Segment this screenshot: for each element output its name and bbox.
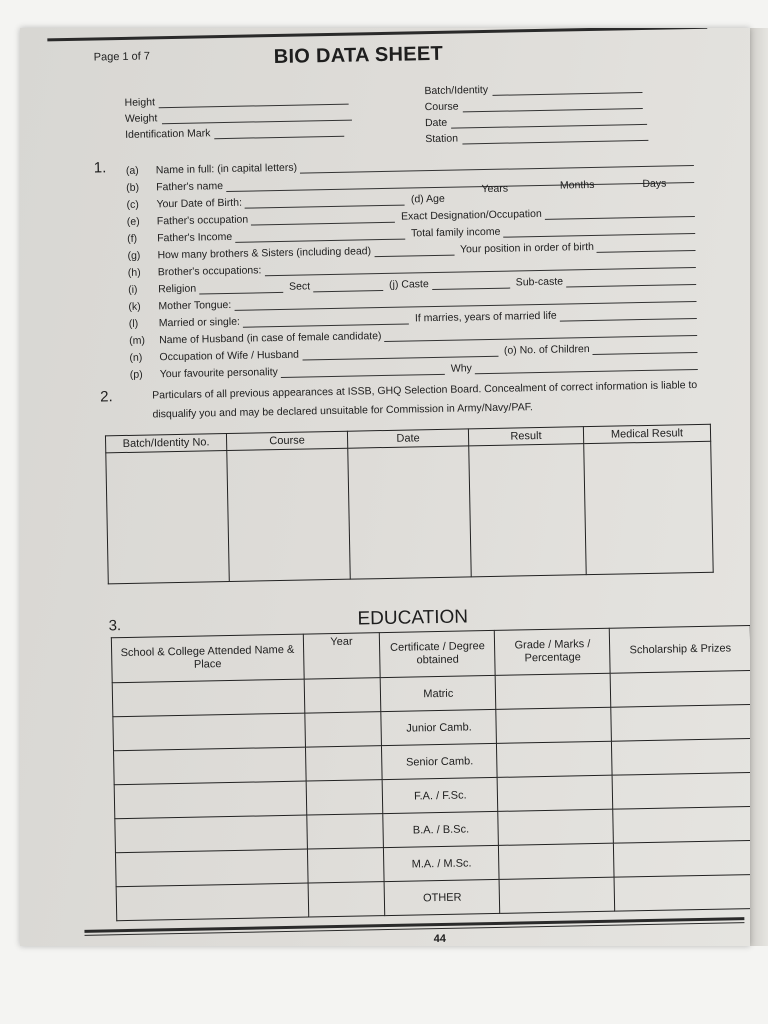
cell-grade[interactable] (499, 843, 615, 879)
row-h-brother-occupations[interactable]: (h) Brother's occupations: (128, 252, 702, 279)
age-months-label: Months (559, 178, 595, 192)
section-1-number: 1. (93, 159, 107, 177)
cell-scholarship[interactable] (614, 840, 750, 877)
cell-grade[interactable] (496, 673, 612, 709)
age-days-label: Days (642, 177, 667, 191)
col-medical-result: Medical Result (583, 424, 710, 443)
cell-scholarship[interactable] (612, 738, 750, 775)
cell-year[interactable] (307, 848, 384, 883)
cell-medical-result[interactable] (584, 441, 714, 574)
cell-scholarship[interactable] (612, 772, 750, 809)
cell-degree: F.A. / F.Sc. (382, 777, 498, 813)
bio-data-sheet (20, 28, 750, 946)
top-rule (47, 28, 707, 41)
col-year: Year (303, 633, 381, 679)
batch-identity-field[interactable]: Batch/Identity (424, 81, 642, 97)
row-l-marital-status[interactable]: (l) Married or single: If marries, years of married life (129, 303, 703, 330)
cell-scholarship[interactable] (614, 874, 750, 911)
cell-course[interactable] (227, 448, 350, 581)
row-m-husband-name[interactable]: (m) Name of Husband (in case of female candidate) (129, 320, 703, 347)
sheet-content (20, 28, 750, 946)
education-table (111, 625, 750, 921)
col-batch-identity: Batch/Identity No. (105, 434, 226, 453)
cell-school[interactable] (113, 713, 305, 751)
footer-page-number: 44 (433, 932, 447, 946)
cell-date[interactable] (348, 446, 471, 579)
cell-year[interactable] (304, 678, 381, 713)
cell-degree: Matric (381, 675, 497, 711)
cell-degree: OTHER (384, 879, 500, 915)
page-indicator: Page 1 of 7 (93, 50, 151, 64)
previous-appearances-table (105, 424, 714, 585)
col-grade-marks: Grade / Marks / Percentage (495, 628, 611, 675)
page-edge-shadow (748, 28, 768, 946)
cell-scholarship[interactable] (611, 671, 750, 708)
cell-year[interactable] (305, 712, 382, 747)
cell-degree: Senior Camb. (382, 743, 498, 779)
age-years-label: Years (481, 182, 509, 196)
education-title: EDUCATION (357, 606, 469, 630)
col-result: Result (468, 427, 583, 446)
cell-batch-identity[interactable] (106, 451, 229, 584)
cell-grade[interactable] (499, 877, 615, 913)
cell-grade[interactable] (497, 741, 613, 777)
cell-school[interactable] (114, 781, 306, 819)
row-n-spouse-occupation[interactable]: (n) Occupation of Wife / Husband (o) No. of Children (129, 337, 703, 364)
page-title: BIO DATA SHEET (273, 42, 444, 69)
row-c-dob-age[interactable]: (c) Your Date of Birth: (d) Age Years Months Days (126, 177, 667, 211)
row-e-father-occupation[interactable]: (e) Father's occupation Exact Designation/Occupation (127, 201, 701, 228)
cell-grade[interactable] (496, 707, 612, 743)
col-date: Date (347, 429, 468, 448)
section-3-number: 3. (108, 617, 122, 635)
cell-school[interactable] (112, 679, 304, 717)
cell-scholarship[interactable] (613, 806, 750, 843)
cell-year[interactable] (306, 814, 383, 849)
row-i-religion-caste[interactable]: (i) Religion Sect (j) Caste Sub-caste (128, 269, 702, 296)
identification-mark-field[interactable]: Identification Mark (125, 125, 344, 141)
row-p-favourite-personality[interactable]: (p) Your favourite personality Why (130, 354, 704, 381)
row-g-siblings[interactable]: (g) How many brothers & Sisters (including dead) Your position in order of birth (127, 235, 701, 262)
cell-degree: Junior Camb. (381, 709, 497, 745)
previous-appearances-note: Particulars of all previous appearances at ISSB, GHQ Selection Board. Concealment of correct information is liable to disqualify you and may be declared unsuitable for Commission in Army/Navy/PAF. (152, 378, 698, 421)
row-f-father-income[interactable]: (f) Father's Income Total family income (127, 218, 701, 245)
cell-year[interactable] (305, 746, 382, 781)
row-a-name[interactable]: (a) Name in full: (in capital letters) (126, 150, 700, 177)
cell-school[interactable] (114, 747, 306, 785)
cell-degree: B.A. / B.Sc. (383, 811, 499, 847)
date-field[interactable]: Date (425, 113, 647, 129)
cell-school[interactable] (116, 883, 308, 921)
col-school-college: School & College Attended Name & Place (111, 634, 304, 683)
cell-grade[interactable] (498, 809, 614, 845)
row-b-father-name[interactable]: (b) Father's name (126, 167, 700, 194)
cell-school[interactable] (115, 815, 307, 853)
cell-year[interactable] (308, 882, 385, 917)
cell-grade[interactable] (497, 775, 613, 811)
weight-field[interactable]: Weight (125, 109, 352, 125)
col-certificate-degree: Certificate / Degree obtained (380, 630, 496, 677)
height-field[interactable]: Height (124, 93, 349, 109)
course-field[interactable]: Course (425, 97, 643, 113)
cell-year[interactable] (306, 780, 383, 815)
col-course: Course (226, 431, 347, 450)
section-2-number: 2. (100, 388, 113, 406)
col-scholarship-prizes: Scholarship & Prizes (610, 626, 750, 674)
table-row (106, 441, 713, 584)
station-field[interactable]: Station (425, 129, 648, 145)
row-k-mother-tongue[interactable]: (k) Mother Tongue: (128, 286, 702, 313)
cell-scholarship[interactable] (611, 704, 750, 741)
cell-school[interactable] (115, 849, 307, 887)
cell-degree: M.A. / M.Sc. (384, 845, 500, 881)
cell-result[interactable] (469, 444, 586, 577)
